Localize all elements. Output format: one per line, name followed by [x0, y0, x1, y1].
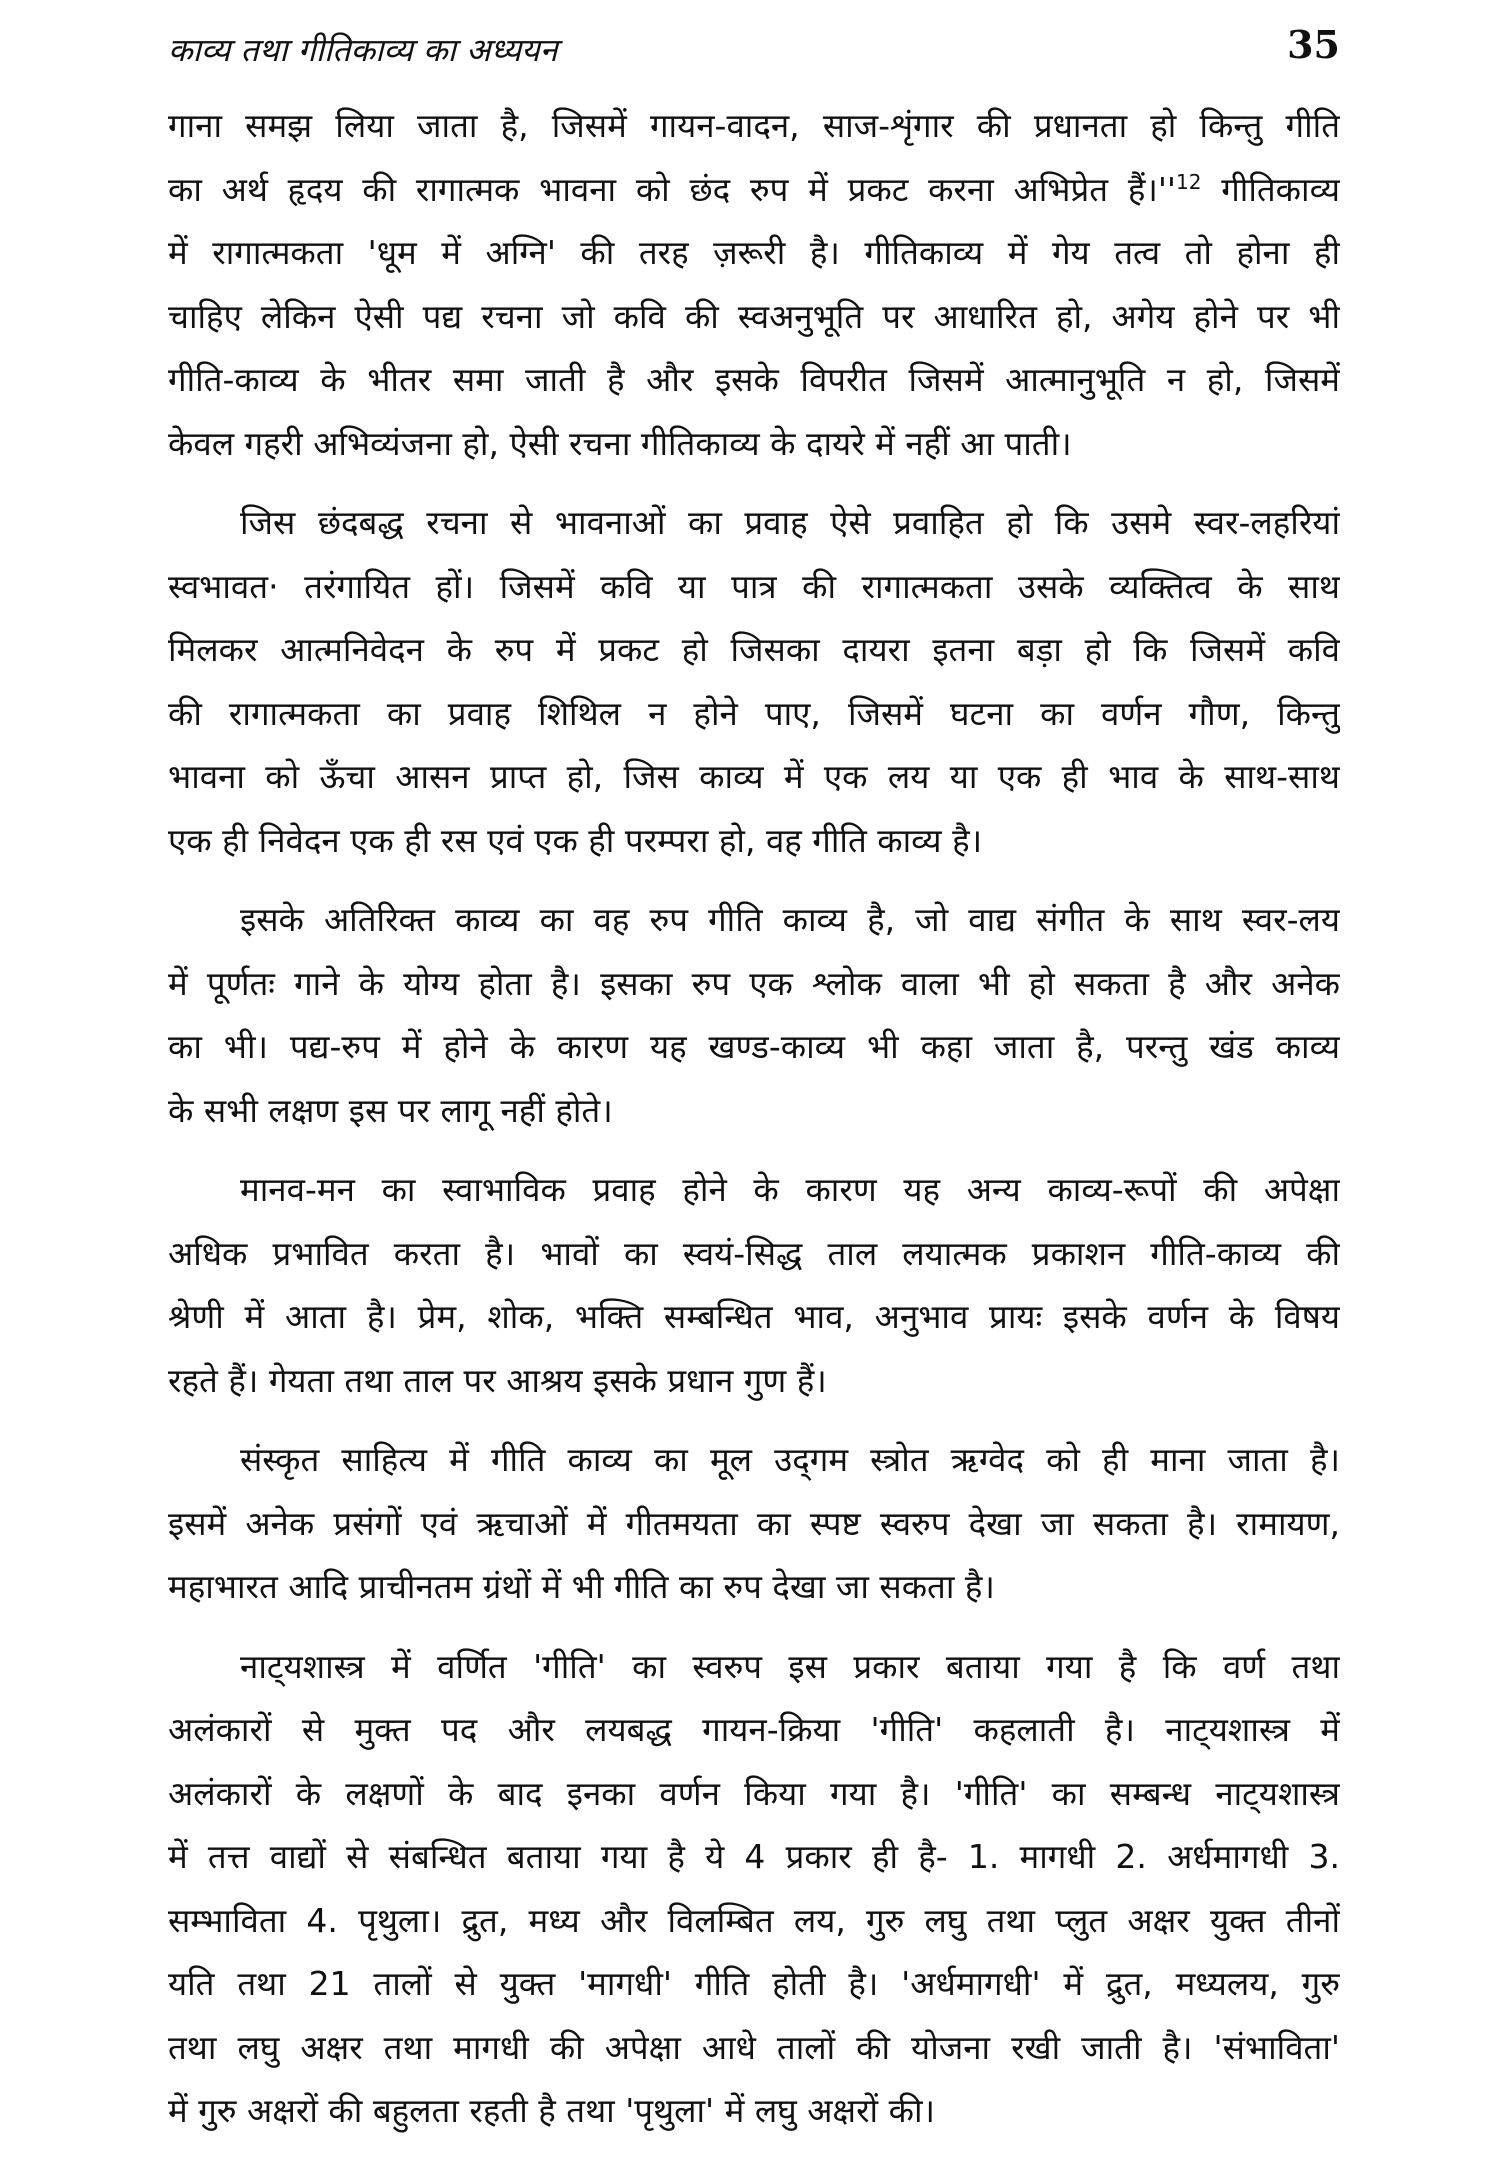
- text-line-part: का अर्थ हृदय की रागात्मक भावना को छंद रुप में प्रकट करना अभिप्रेत हैं।'': [168, 169, 1176, 209]
- text-line: एक ही निवेदन एक ही रस एवं एक ही परम्परा हो, वह गीति काव्य है।: [168, 820, 983, 860]
- text-line: अलंकारों के लक्षणों के बाद इनका वर्णन किया गया है। 'गीति' का सम्बन्ध नाट्‌यशास्त्र: [168, 1773, 1340, 1813]
- text-line: मिलकर आत्मनिवेदन के रुप में प्रकट हो जिसका दायरा इतना बड़ा हो कि जिसमें कवि: [168, 630, 1340, 669]
- paragraph-6: [168, 1635, 1340, 2143]
- text-line: की रागात्मकता का प्रवाह शिथिल न होने पाए, जिसमें घटना का वर्णन गौण, किन्तु: [168, 693, 1340, 733]
- text-line: स्वभावत· तरंगायित हों। जिसमें कवि या पात्र की रागात्मकता उसके व्यक्तित्व के साथ: [168, 566, 1340, 606]
- page-number: 35: [1287, 22, 1340, 67]
- text-line: अधिक प्रभावित करता है। भावों का स्वयं-सिद्ध ताल लयात्मक प्रकाशन गीति-काव्य की: [168, 1233, 1340, 1273]
- running-header: [168, 22, 1340, 82]
- text-line: नाट्‌यशास्त्र में वर्णित 'गीति' का स्वरुप इस प्रकार बताया गया है कि वर्ण तथा: [240, 1646, 1340, 1686]
- text-line: यति तथा 21 तालों से युक्त 'मागधी' गीति होती है। 'अर्धमागधी' में द्रुत, मध्यलय, गुरु: [168, 1964, 1340, 2003]
- paragraph-3: [168, 888, 1340, 1142]
- chapter-title: काव्य तथा गीतिकाव्य का अध्ययन: [168, 31, 558, 69]
- text-line: का भी। पद्य-रुप में होने के कारण यह खण्ड-काव्य भी कहा जाता है, परन्तु खंड काव्य: [168, 1027, 1340, 1066]
- text-line: में तत्त वाद्यों से संबन्धित बताया गया है ये 4 प्रकार ही है- 1. मागधी 2. अर्धमागधी 3.: [168, 1837, 1340, 1876]
- text-line: में गुरु अक्षरों की बहुलता रहती है तथा 'पृथुला' में लघु अक्षरों की।: [168, 2091, 935, 2130]
- paragraph-1: [168, 94, 1340, 475]
- text-line-part: गीतिकाव्य: [1201, 169, 1340, 209]
- text-line: में रागात्मकता 'धूम में अग्नि' की तरह ज़रूरी है। गीतिकाव्य में गेय तत्व तो होना ही: [168, 233, 1340, 272]
- text-line: के सभी लक्षण इस पर लागू नहीं होते।: [168, 1090, 613, 1130]
- text-line: श्रेणी में आता है। प्रेम, शोक, भक्ति सम्बन्धित भाव, अनुभाव प्रायः इसके वर्णन के विषय: [168, 1297, 1340, 1336]
- text-line: मानव-मन का स्वाभाविक प्रवाह होने के कारण यह अन्य काव्य-रूपों की अपेक्षा: [240, 1170, 1340, 1209]
- text-line: में पूर्णतः गाने के योग्य होता है। इसका रुप एक श्लोक वाला भी हो सकता है और अनेक: [168, 963, 1340, 1003]
- text-line: इसमें अनेक प्रसंगों एवं ऋचाओं में गीतमयता का स्पष्ट स्वरुप देखा जा सकता है। रामायण,: [168, 1503, 1340, 1543]
- text-line: इसके अतिरिक्त काव्य का वह रुप गीति काव्य है, जो वाद्य संगीत के साथ स्वर-लय: [240, 900, 1340, 939]
- text-line: गीति-काव्य के भीतर समा जाती है और इसके विपरीत जिसमें आत्मानुभूति न हो, जिसमें: [168, 360, 1340, 399]
- text-line: संस्कृत साहित्य में गीति काव्य का मूल उद्‌गम स्त्रोत ऋग्वेद को ही माना जाता है।: [240, 1440, 1340, 1479]
- text-line: रहते हैं। गेयता तथा ताल पर आश्रय इसके प्रधान गुण हैं।: [168, 1360, 827, 1400]
- text-line: केवल गहरी अभिव्यंजना हो, ऐसी रचना गीतिकाव्य के दायरे में नहीं आ पाती।: [168, 423, 1072, 463]
- text-line: महाभारत आदि प्राचीनतम ग्रंथों में भी गीति का रुप देखा जा सकता है।: [168, 1567, 995, 1606]
- text-line-with-citation: [168, 158, 1340, 222]
- paragraph-4: [168, 1158, 1340, 1412]
- body-text: [168, 94, 1340, 2159]
- paragraph-5: [168, 1428, 1340, 1619]
- citation-marker: 12: [1176, 169, 1202, 194]
- text-line: भावना को ऊँचा आसन प्राप्त हो, जिस काव्य में एक लय या एक ही भाव के साथ-साथ: [168, 757, 1340, 796]
- text-line: तथा लघु अक्षर तथा मागधी की अपेक्षा आधे तालों की योजना रखी जाती है। 'संभाविता': [168, 2027, 1340, 2067]
- text-line: अलंकारों से मुक्त पद और लयबद्ध गायन-क्रिया 'गीति' कहलाती है। नाट्‌यशास्त्र में: [168, 1710, 1340, 1749]
- text-line: चाहिए लेकिन ऐसी पद्य रचना जो कवि की स्वअनुभूति पर आधारित हो, अगेय होने पर भी: [168, 296, 1340, 336]
- text-line: सम्भाविता 4. पृथुला। द्रुत, मध्य और विलम्बित लय, गुरु लघु तथा प्लुत अक्षर युक्त तीनों: [168, 1900, 1340, 1940]
- text-line: गाना समझ लिया जाता है, जिसमें गायन-वादन, साज-शृंगार की प्रधानता हो किन्तु गीति: [168, 106, 1340, 145]
- text-line: जिस छंदबद्ध रचना से भावनाओं का प्रवाह ऐसे प्रवाहित हो कि उसमे स्वर-लहरियां: [240, 503, 1340, 542]
- paragraph-2: [168, 491, 1340, 872]
